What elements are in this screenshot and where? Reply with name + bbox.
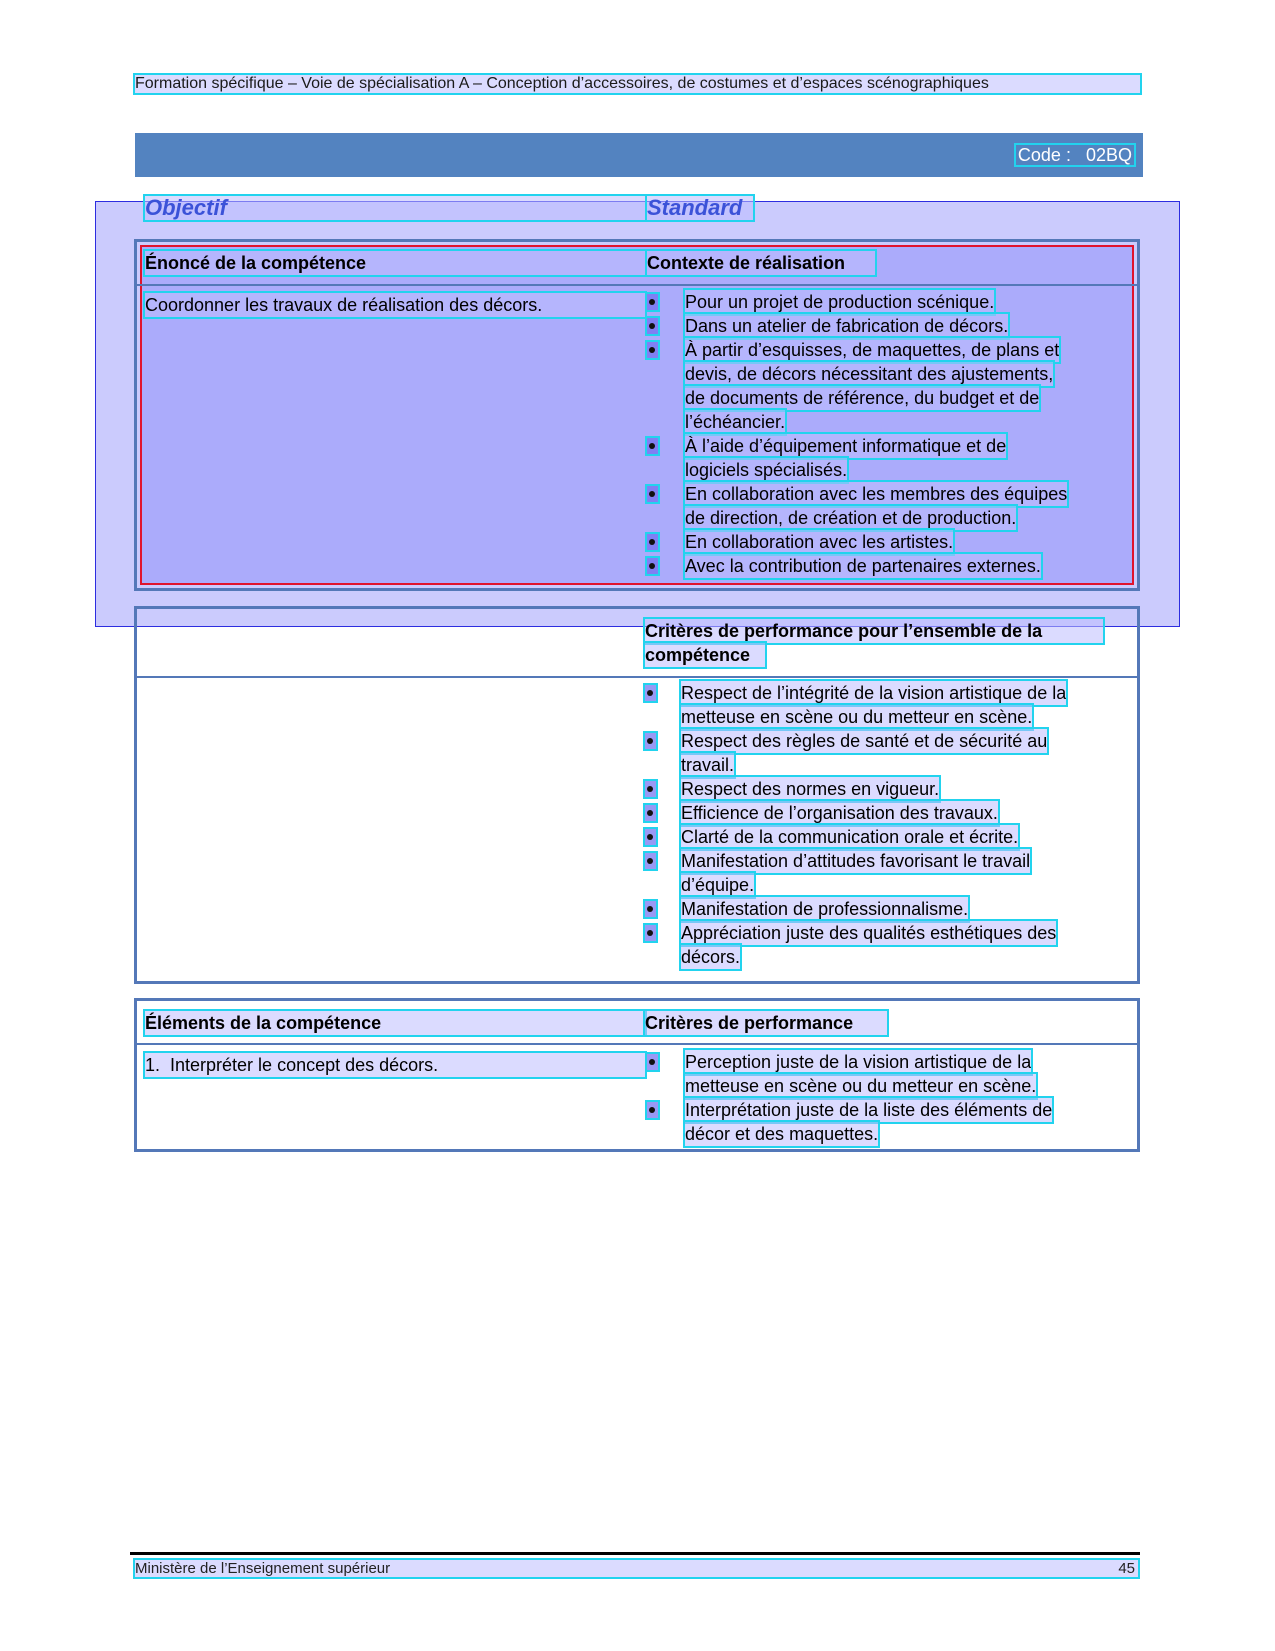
list-item-text: décor et des maquettes. bbox=[685, 1124, 879, 1144]
table-divider bbox=[137, 284, 1137, 286]
bullet-icon bbox=[647, 534, 658, 550]
bullet-icon bbox=[645, 685, 656, 701]
bullet-icon bbox=[647, 342, 658, 358]
list-item bbox=[647, 554, 1127, 578]
list-item-text: Manifestation d’attitudes favorisant le travail bbox=[681, 851, 1031, 871]
list-item bbox=[645, 921, 1133, 969]
code-label: Code : bbox=[1017, 145, 1071, 165]
bullet-icon bbox=[647, 1054, 658, 1070]
page-number: 45 bbox=[1118, 1560, 1135, 1577]
enonce-heading: Énoncé de la compétence bbox=[145, 251, 645, 275]
competency-code bbox=[1016, 145, 1134, 165]
list-item bbox=[647, 338, 1127, 434]
list-item bbox=[645, 729, 1133, 777]
footer-ministry: Ministère de l’Enseignement supérieur bbox=[135, 1560, 1138, 1577]
bullet-icon bbox=[645, 901, 656, 917]
table-divider bbox=[137, 676, 1137, 678]
list-item-text: travail. bbox=[681, 755, 735, 775]
list-item-text: Clarté de la communication orale et écrite. bbox=[681, 827, 1019, 847]
list-item bbox=[645, 897, 1133, 921]
list-item bbox=[647, 290, 1127, 314]
list-item bbox=[645, 801, 1133, 825]
code-banner bbox=[133, 133, 1143, 177]
objectif-heading: Objectif bbox=[145, 196, 645, 220]
list-item bbox=[647, 482, 1127, 530]
bullet-icon bbox=[647, 318, 658, 334]
list-item-text: En collaboration avec les artistes. bbox=[685, 532, 954, 552]
list-item-text: En collaboration avec les membres des équipes bbox=[685, 484, 1068, 504]
bullet-icon bbox=[647, 294, 658, 310]
table-divider bbox=[137, 1043, 1137, 1045]
bullet-icon bbox=[645, 733, 656, 749]
contexte-heading: Contexte de réalisation bbox=[647, 251, 875, 275]
list-item-text: Respect des règles de santé et de sécurité au bbox=[681, 731, 1048, 751]
bullet-icon bbox=[647, 1102, 658, 1118]
list-item-text: À partir d’esquisses, de maquettes, de plans et bbox=[685, 340, 1060, 360]
list-item-text: Respect des normes en vigueur. bbox=[681, 779, 940, 799]
list-item bbox=[647, 1050, 1127, 1098]
list-item-text: de direction, de création et de production. bbox=[685, 508, 1017, 528]
list-item-text: Manifestation de professionnalisme. bbox=[681, 899, 969, 919]
list-item-text: Appréciation juste des qualités esthétiques des bbox=[681, 923, 1057, 943]
running-header: Formation spécifique – Voie de spécialisation A – Conception d’accessoires, de costumes et d’espaces scénographiques bbox=[135, 75, 1140, 93]
bullet-icon bbox=[645, 925, 656, 941]
list-item-text: Avec la contribution de partenaires externes. bbox=[685, 556, 1041, 576]
overall-criteria-heading-line1: Critères de performance pour l’ensemble de la bbox=[645, 619, 1103, 643]
list-item-text: metteuse en scène ou du metteur en scène. bbox=[681, 707, 1033, 727]
list-item bbox=[647, 1098, 1127, 1146]
list-item-text: Pour un projet de production scénique. bbox=[685, 292, 995, 312]
bullet-icon bbox=[647, 438, 658, 454]
list-item-text: À l’aide d’équipement informatique et de bbox=[685, 436, 1007, 456]
list-item-text: logiciels spécialisés. bbox=[685, 460, 848, 480]
bullet-icon bbox=[647, 486, 658, 502]
list-item bbox=[647, 314, 1127, 338]
bullet-icon bbox=[647, 558, 658, 574]
bullet-icon bbox=[645, 781, 656, 797]
list-item bbox=[645, 777, 1133, 801]
criteria-heading: Critères de performance bbox=[645, 1011, 887, 1035]
list-item-text: Respect de l’intégrité de la vision artistique de la bbox=[681, 683, 1067, 703]
list-item-text: d’équipe. bbox=[681, 875, 755, 895]
bullet-icon bbox=[645, 805, 656, 821]
list-item-text: l’échéancier. bbox=[685, 412, 786, 432]
list-item bbox=[647, 434, 1127, 482]
list-item-text: Dans un atelier de fabrication de décors. bbox=[685, 316, 1009, 336]
footer-rule bbox=[130, 1552, 1140, 1555]
competence-statement: Coordonner les travaux de réalisation des décors. bbox=[145, 293, 645, 317]
element-criteria-list bbox=[647, 1050, 1127, 1146]
bullet-icon bbox=[645, 829, 656, 845]
overall-criteria-heading-line2: compétence bbox=[645, 643, 765, 667]
list-item bbox=[645, 825, 1133, 849]
elements-heading: Éléments de la compétence bbox=[145, 1011, 645, 1035]
list-item-text: Efficience de l’organisation des travaux. bbox=[681, 803, 998, 823]
list-item-text: Interprétation juste de la liste des éléments de bbox=[685, 1100, 1053, 1120]
bullet-icon bbox=[645, 853, 656, 869]
list-item-text: de documents de référence, du budget et de bbox=[685, 388, 1040, 408]
list-item-text: décors. bbox=[681, 947, 741, 967]
code-value: 02BQ bbox=[1085, 145, 1132, 165]
list-item bbox=[645, 681, 1133, 729]
list-item-text: metteuse en scène ou du metteur en scène. bbox=[685, 1076, 1037, 1096]
standard-heading: Standard bbox=[647, 196, 753, 220]
context-list bbox=[647, 290, 1127, 578]
list-item bbox=[645, 849, 1133, 897]
overall-criteria-list bbox=[645, 681, 1133, 969]
list-item bbox=[647, 530, 1127, 554]
list-item-text: Perception juste de la vision artistique de la bbox=[685, 1052, 1032, 1072]
list-item-text: devis, de décors nécessitant des ajustements, bbox=[685, 364, 1054, 384]
element-1: 1. Interpréter le concept des décors. bbox=[145, 1053, 645, 1077]
